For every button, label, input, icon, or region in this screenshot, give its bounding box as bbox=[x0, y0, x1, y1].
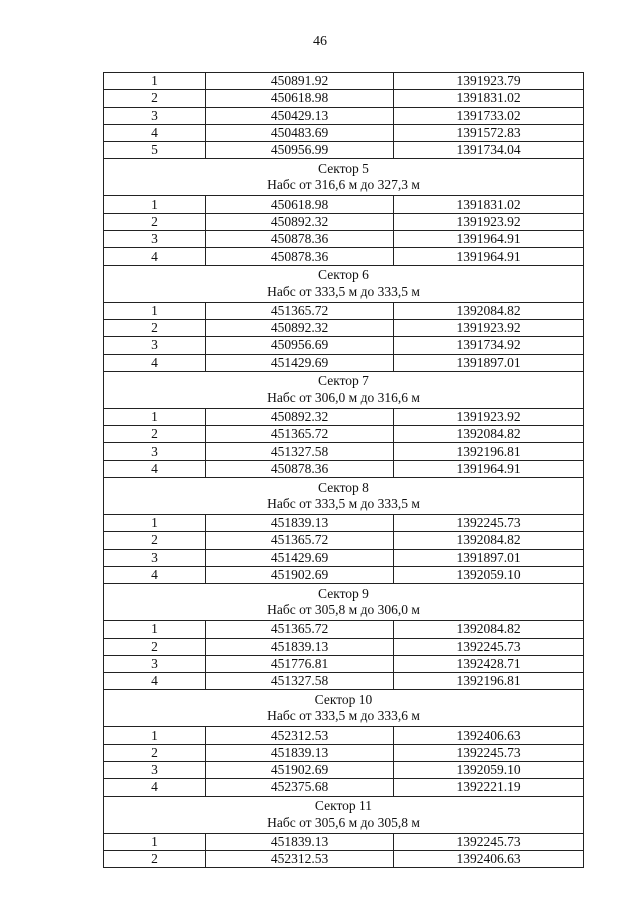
y-coordinate-cell: 1391831.02 bbox=[394, 196, 584, 213]
y-coordinate-cell: 1391964.91 bbox=[394, 231, 584, 248]
point-number-cell: 2 bbox=[104, 638, 206, 655]
point-number-cell: 4 bbox=[104, 248, 206, 265]
table-row bbox=[104, 337, 584, 354]
coordinates-table bbox=[103, 72, 584, 868]
table-row bbox=[104, 107, 584, 124]
table-row bbox=[104, 319, 584, 336]
y-coordinate-cell: 1392059.10 bbox=[394, 762, 584, 779]
point-number-cell: 1 bbox=[104, 302, 206, 319]
sector-header bbox=[104, 690, 584, 727]
x-coordinate-cell: 451365.72 bbox=[206, 426, 394, 443]
table-row bbox=[104, 124, 584, 141]
point-number-cell: 4 bbox=[104, 779, 206, 796]
sector-header-row bbox=[104, 159, 584, 196]
point-number-cell: 1 bbox=[104, 727, 206, 744]
x-coordinate-cell: 451365.72 bbox=[206, 621, 394, 638]
point-number-cell: 1 bbox=[104, 196, 206, 213]
y-coordinate-cell: 1392084.82 bbox=[394, 532, 584, 549]
point-number-cell: 3 bbox=[104, 337, 206, 354]
table-row bbox=[104, 73, 584, 90]
table-row bbox=[104, 354, 584, 371]
y-coordinate-cell: 1392084.82 bbox=[394, 302, 584, 319]
table-row bbox=[104, 762, 584, 779]
x-coordinate-cell: 450483.69 bbox=[206, 124, 394, 141]
table-row bbox=[104, 779, 584, 796]
point-number-cell: 1 bbox=[104, 621, 206, 638]
table-row bbox=[104, 549, 584, 566]
x-coordinate-cell: 451429.69 bbox=[206, 549, 394, 566]
point-number-cell: 4 bbox=[104, 124, 206, 141]
table-row bbox=[104, 638, 584, 655]
x-coordinate-cell: 450429.13 bbox=[206, 107, 394, 124]
table-row bbox=[104, 621, 584, 638]
x-coordinate-cell: 450878.36 bbox=[206, 231, 394, 248]
point-number-cell: 1 bbox=[104, 73, 206, 90]
x-coordinate-cell: 450892.32 bbox=[206, 408, 394, 425]
sector-name: Сектор 11 bbox=[314, 798, 373, 814]
x-coordinate-cell: 451327.58 bbox=[206, 443, 394, 460]
point-number-cell: 2 bbox=[104, 90, 206, 107]
table-row bbox=[104, 142, 584, 159]
table-row bbox=[104, 231, 584, 248]
table-row bbox=[104, 566, 584, 583]
coordinates-table-body bbox=[104, 73, 584, 868]
x-coordinate-cell: 451429.69 bbox=[206, 354, 394, 371]
point-number-cell: 1 bbox=[104, 833, 206, 850]
point-number-cell: 1 bbox=[104, 408, 206, 425]
y-coordinate-cell: 1392428.71 bbox=[394, 655, 584, 672]
table-row bbox=[104, 408, 584, 425]
x-coordinate-cell: 451365.72 bbox=[206, 302, 394, 319]
table-row bbox=[104, 302, 584, 319]
sector-elevation-range: Набс от 316,6 м до 327,3 м bbox=[267, 177, 420, 193]
y-coordinate-cell: 1391964.91 bbox=[394, 248, 584, 265]
point-number-cell: 2 bbox=[104, 532, 206, 549]
y-coordinate-cell: 1392245.73 bbox=[394, 515, 584, 532]
table-row bbox=[104, 460, 584, 477]
y-coordinate-cell: 1391572.83 bbox=[394, 124, 584, 141]
page-number: 46 bbox=[313, 34, 327, 49]
x-coordinate-cell: 450956.69 bbox=[206, 337, 394, 354]
x-coordinate-cell: 451839.13 bbox=[206, 833, 394, 850]
y-coordinate-cell: 1391831.02 bbox=[394, 90, 584, 107]
sector-elevation-range: Набс от 333,5 м до 333,5 м bbox=[267, 283, 420, 299]
table-row bbox=[104, 213, 584, 230]
x-coordinate-cell: 451327.58 bbox=[206, 673, 394, 690]
point-number-cell: 2 bbox=[104, 850, 206, 867]
y-coordinate-cell: 1392245.73 bbox=[394, 744, 584, 761]
sector-header bbox=[104, 371, 584, 408]
point-number-cell: 4 bbox=[104, 460, 206, 477]
sector-name: Сектор 6 bbox=[318, 267, 369, 283]
point-number-cell: 5 bbox=[104, 142, 206, 159]
table-row bbox=[104, 515, 584, 532]
point-number-cell: 1 bbox=[104, 515, 206, 532]
y-coordinate-cell: 1391897.01 bbox=[394, 354, 584, 371]
x-coordinate-cell: 451839.13 bbox=[206, 744, 394, 761]
table-row bbox=[104, 443, 584, 460]
point-number-cell: 4 bbox=[104, 673, 206, 690]
y-coordinate-cell: 1392221.19 bbox=[394, 779, 584, 796]
y-coordinate-cell: 1392196.81 bbox=[394, 443, 584, 460]
sector-header-row bbox=[104, 371, 584, 408]
y-coordinate-cell: 1391964.91 bbox=[394, 460, 584, 477]
y-coordinate-cell: 1391923.92 bbox=[394, 319, 584, 336]
point-number-cell: 3 bbox=[104, 655, 206, 672]
y-coordinate-cell: 1391923.79 bbox=[394, 73, 584, 90]
y-coordinate-cell: 1392196.81 bbox=[394, 673, 584, 690]
y-coordinate-cell: 1392245.73 bbox=[394, 638, 584, 655]
x-coordinate-cell: 450878.36 bbox=[206, 248, 394, 265]
sector-elevation-range: Набс от 305,8 м до 306,0 м bbox=[267, 602, 420, 618]
table-row bbox=[104, 248, 584, 265]
x-coordinate-cell: 450618.98 bbox=[206, 90, 394, 107]
sector-name: Сектор 7 bbox=[318, 373, 369, 389]
table-row bbox=[104, 532, 584, 549]
x-coordinate-cell: 450892.32 bbox=[206, 319, 394, 336]
sector-elevation-range: Набс от 305,6 м до 305,8 м bbox=[267, 814, 420, 830]
y-coordinate-cell: 1391734.92 bbox=[394, 337, 584, 354]
table-row bbox=[104, 196, 584, 213]
sector-elevation-range: Набс от 306,0 м до 316,6 м bbox=[267, 389, 420, 405]
sector-header-row bbox=[104, 690, 584, 727]
y-coordinate-cell: 1391734.04 bbox=[394, 142, 584, 159]
point-number-cell: 4 bbox=[104, 566, 206, 583]
sector-elevation-range: Набс от 333,5 м до 333,6 м bbox=[267, 708, 420, 724]
point-number-cell: 3 bbox=[104, 762, 206, 779]
table-row bbox=[104, 90, 584, 107]
x-coordinate-cell: 451839.13 bbox=[206, 515, 394, 532]
sector-name: Сектор 9 bbox=[318, 585, 369, 601]
y-coordinate-cell: 1392245.73 bbox=[394, 833, 584, 850]
sector-header-row bbox=[104, 796, 584, 833]
table-row bbox=[104, 744, 584, 761]
point-number-cell: 4 bbox=[104, 354, 206, 371]
sector-header bbox=[104, 265, 584, 302]
point-number-cell: 3 bbox=[104, 443, 206, 460]
sector-header-row bbox=[104, 265, 584, 302]
x-coordinate-cell: 451902.69 bbox=[206, 566, 394, 583]
x-coordinate-cell: 450618.98 bbox=[206, 196, 394, 213]
y-coordinate-cell: 1391923.92 bbox=[394, 408, 584, 425]
point-number-cell: 3 bbox=[104, 231, 206, 248]
table-row bbox=[104, 426, 584, 443]
x-coordinate-cell: 450878.36 bbox=[206, 460, 394, 477]
point-number-cell: 3 bbox=[104, 107, 206, 124]
sector-header bbox=[104, 478, 584, 515]
x-coordinate-cell: 452375.68 bbox=[206, 779, 394, 796]
table-row bbox=[104, 673, 584, 690]
sector-header bbox=[104, 159, 584, 196]
point-number-cell: 2 bbox=[104, 744, 206, 761]
sector-elevation-range: Набс от 333,5 м до 333,5 м bbox=[267, 496, 420, 512]
x-coordinate-cell: 451365.72 bbox=[206, 532, 394, 549]
table-row bbox=[104, 850, 584, 867]
x-coordinate-cell: 450891.92 bbox=[206, 73, 394, 90]
point-number-cell: 2 bbox=[104, 319, 206, 336]
x-coordinate-cell: 452312.53 bbox=[206, 727, 394, 744]
sector-header-row bbox=[104, 584, 584, 621]
x-coordinate-cell: 450892.32 bbox=[206, 213, 394, 230]
y-coordinate-cell: 1392406.63 bbox=[394, 727, 584, 744]
x-coordinate-cell: 450956.99 bbox=[206, 142, 394, 159]
x-coordinate-cell: 451902.69 bbox=[206, 762, 394, 779]
sector-name: Сектор 10 bbox=[314, 691, 373, 707]
x-coordinate-cell: 451776.81 bbox=[206, 655, 394, 672]
y-coordinate-cell: 1391923.92 bbox=[394, 213, 584, 230]
table-row bbox=[104, 833, 584, 850]
sector-header-row bbox=[104, 478, 584, 515]
sector-name: Сектор 5 bbox=[318, 160, 369, 176]
point-number-cell: 3 bbox=[104, 549, 206, 566]
table-row bbox=[104, 727, 584, 744]
y-coordinate-cell: 1392084.82 bbox=[394, 426, 584, 443]
y-coordinate-cell: 1392084.82 bbox=[394, 621, 584, 638]
y-coordinate-cell: 1392406.63 bbox=[394, 850, 584, 867]
x-coordinate-cell: 452312.53 bbox=[206, 850, 394, 867]
sector-name: Сектор 8 bbox=[318, 479, 369, 495]
sector-header bbox=[104, 584, 584, 621]
sector-header bbox=[104, 796, 584, 833]
y-coordinate-cell: 1391897.01 bbox=[394, 549, 584, 566]
y-coordinate-cell: 1391733.02 bbox=[394, 107, 584, 124]
x-coordinate-cell: 451839.13 bbox=[206, 638, 394, 655]
point-number-cell: 2 bbox=[104, 213, 206, 230]
y-coordinate-cell: 1392059.10 bbox=[394, 566, 584, 583]
point-number-cell: 2 bbox=[104, 426, 206, 443]
table-row bbox=[104, 655, 584, 672]
